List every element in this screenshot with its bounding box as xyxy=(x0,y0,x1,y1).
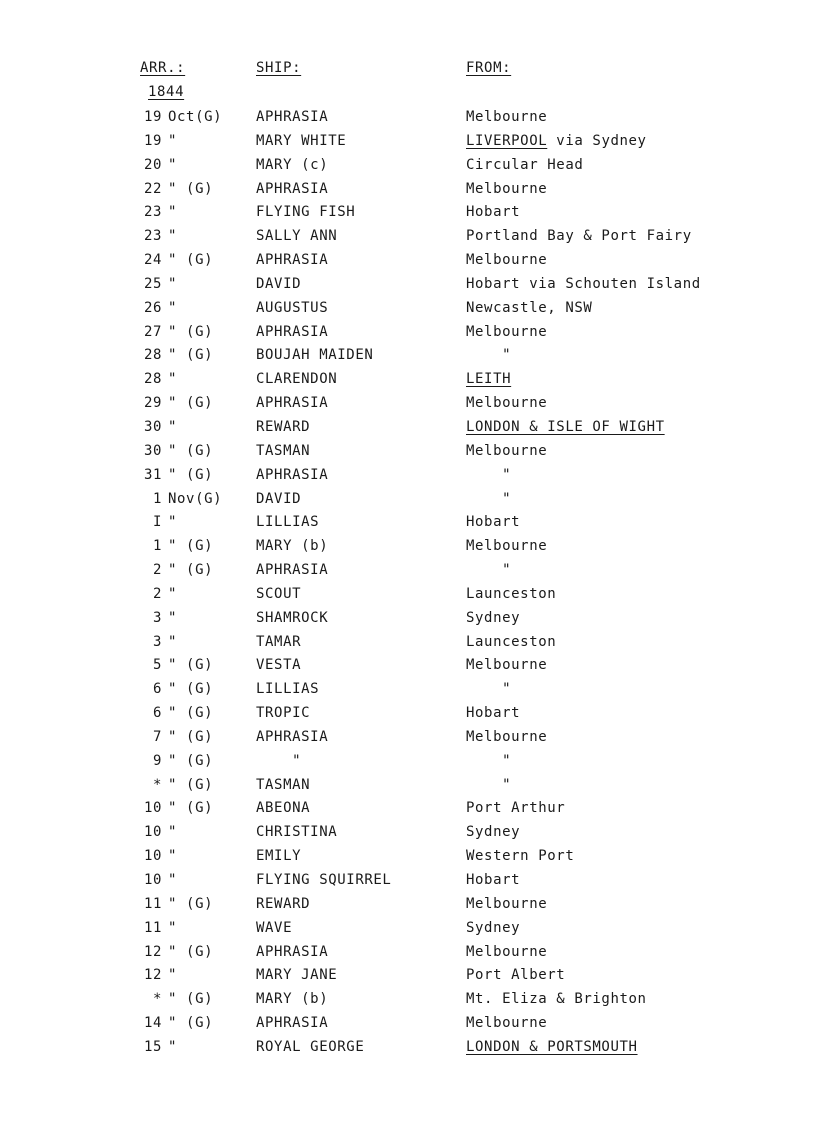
arrival-date xyxy=(140,561,250,579)
origin-port xyxy=(466,1038,638,1056)
arrival-day: 30 xyxy=(143,442,162,459)
ship-name: CLARENDON xyxy=(256,371,338,388)
arrival-row xyxy=(0,203,816,227)
ship-name: MARY (c) xyxy=(256,156,329,173)
arrival-row xyxy=(0,728,816,752)
arrival-month-mark: " (G) xyxy=(168,657,214,674)
arrival-date xyxy=(140,823,250,841)
ship-name: APHRASIA xyxy=(256,562,329,579)
arrival-row xyxy=(0,1038,816,1062)
arrival-date xyxy=(140,895,250,913)
origin-port xyxy=(466,346,511,364)
arrival-day: 11 xyxy=(143,895,162,912)
arrival-row xyxy=(0,919,816,943)
origin-port-text: Melbourne xyxy=(466,395,548,412)
arrival-date xyxy=(140,1038,250,1056)
origin-port-text: Melbourne xyxy=(466,180,548,197)
arrival-month-mark: " xyxy=(168,633,178,650)
arrivals-list xyxy=(0,108,816,1062)
arrival-row xyxy=(0,275,816,299)
origin-port-text: Hobart xyxy=(466,872,521,888)
origin-port xyxy=(466,108,547,126)
arrival-month-mark: " (G) xyxy=(168,252,214,269)
arrival-date xyxy=(140,728,250,746)
arrival-day: 10 xyxy=(143,800,162,817)
origin-port-text: Western Port xyxy=(466,848,575,865)
arrival-date xyxy=(140,704,250,722)
arrival-row xyxy=(0,108,816,132)
arrival-day: 23 xyxy=(143,228,162,245)
arrival-row xyxy=(0,609,816,633)
origin-port xyxy=(466,919,520,937)
arrival-row xyxy=(0,537,816,561)
arrival-month-mark: " xyxy=(168,299,178,316)
origin-port-text: " xyxy=(466,752,512,769)
ship-name: FLYING SQUIRREL xyxy=(256,872,392,888)
origin-port xyxy=(466,728,547,746)
ship-name: APHRASIA xyxy=(256,323,329,340)
arrival-day: 24 xyxy=(143,252,162,269)
arrival-month-mark: " (G) xyxy=(168,681,214,698)
ship-name: TASMAN xyxy=(256,776,311,793)
arrival-date xyxy=(140,680,250,698)
arrival-row xyxy=(0,752,816,776)
arrival-row xyxy=(0,656,816,680)
arrival-date xyxy=(140,203,250,221)
arrival-day: 23 xyxy=(143,204,162,221)
arrival-day: 11 xyxy=(143,919,162,936)
origin-port xyxy=(466,156,583,174)
arrival-date xyxy=(140,919,250,937)
arrival-month-mark: " (G) xyxy=(168,180,214,197)
ship-name: SHAMROCK xyxy=(256,609,329,626)
origin-port xyxy=(466,609,520,627)
ship-name: LILLIAS xyxy=(256,514,320,531)
ship-name: MARY JANE xyxy=(256,967,338,984)
arrival-month-mark: " (G) xyxy=(168,347,214,364)
origin-port-text: " xyxy=(466,776,512,793)
arrival-month-mark: " xyxy=(168,872,178,888)
arrival-date xyxy=(140,275,250,293)
arrival-day: 2 xyxy=(152,585,162,602)
arrival-day: 30 xyxy=(143,418,162,435)
origin-port-text: via Sydney xyxy=(547,132,647,149)
arrival-date xyxy=(140,799,250,817)
arrival-date xyxy=(140,418,250,436)
ship-name: APHRASIA xyxy=(256,1015,329,1032)
ship-name: ROYAL GEORGE xyxy=(256,1038,365,1055)
origin-port-text: Hobart xyxy=(466,705,521,722)
ship-name: WAVE xyxy=(256,919,293,936)
arrival-date xyxy=(140,132,250,150)
origin-port xyxy=(466,656,547,674)
origin-column-header: FROM: xyxy=(466,60,512,76)
origin-port-text: " xyxy=(466,347,512,364)
origin-port xyxy=(466,585,556,603)
arrival-month-mark: " (G) xyxy=(168,538,214,555)
arrival-month-mark: " xyxy=(168,585,178,602)
origin-port-text: Newcastle, NSW xyxy=(466,299,593,316)
arrival-date xyxy=(140,585,250,603)
ship-name: TAMAR xyxy=(256,633,302,650)
arrival-date xyxy=(140,251,250,269)
arrival-month-mark: " (G) xyxy=(168,800,214,817)
origin-port xyxy=(466,823,520,841)
origin-port xyxy=(466,251,547,269)
arrival-row xyxy=(0,227,816,251)
arrival-date xyxy=(140,966,250,984)
origin-port xyxy=(466,799,565,817)
arrival-date xyxy=(140,156,250,174)
ship-name: LILLIAS xyxy=(256,681,320,698)
arrival-date xyxy=(140,370,250,388)
origin-port-text: Melbourne xyxy=(466,109,548,125)
arrival-month-mark: Nov(G) xyxy=(168,490,223,507)
origin-port-text: Port Albert xyxy=(466,967,566,984)
arrival-date xyxy=(140,466,250,484)
origin-port-text: " xyxy=(466,466,512,483)
arrival-date xyxy=(140,323,250,341)
arrival-month-mark: " (G) xyxy=(168,752,214,769)
origin-port-text: Sydney xyxy=(466,824,521,841)
arrival-month-mark: " xyxy=(168,609,178,626)
origin-port-overseas: LONDON & ISLE OF WIGHT xyxy=(466,418,665,435)
arrival-month-mark: " xyxy=(168,132,178,149)
arrival-row xyxy=(0,346,816,370)
ship-name: REWARD xyxy=(256,418,311,435)
arrival-month-mark: " xyxy=(168,848,178,865)
ship-name: VESTA xyxy=(256,657,302,674)
arrival-month-mark: Oct(G) xyxy=(168,109,223,125)
arrival-month-mark: " xyxy=(168,824,178,841)
ship-name: " xyxy=(256,752,302,769)
arrival-day: 31 xyxy=(143,466,162,483)
arrival-month-mark: " (G) xyxy=(168,395,214,412)
origin-port xyxy=(466,680,511,698)
origin-port xyxy=(466,1014,547,1032)
ship-name: BOUJAH MAIDEN xyxy=(256,347,374,364)
arrival-day: 10 xyxy=(143,848,162,865)
arrival-column-header: ARR.: xyxy=(140,60,186,76)
ship-name: EMILY xyxy=(256,848,302,865)
origin-port-overseas: LEITH xyxy=(466,371,512,388)
arrival-day: 27 xyxy=(143,323,162,340)
arrival-date xyxy=(140,609,250,627)
origin-port-overseas: LONDON & PORTSMOUTH xyxy=(466,1038,638,1055)
ship-name: AUGUSTUS xyxy=(256,299,329,316)
origin-port-text: Melbourne xyxy=(466,895,548,912)
arrival-date xyxy=(140,656,250,674)
origin-port-text: Melbourne xyxy=(466,728,548,745)
arrival-month-mark: " (G) xyxy=(168,728,214,745)
arrival-day: 6 xyxy=(152,681,162,698)
arrival-month-mark: " (G) xyxy=(168,442,214,459)
origin-port-text: Sydney xyxy=(466,919,521,936)
arrival-day: 20 xyxy=(143,156,162,173)
arrival-row xyxy=(0,442,816,466)
origin-port xyxy=(466,490,511,508)
arrival-month-mark: " xyxy=(168,156,178,173)
origin-port xyxy=(466,513,520,531)
ship-name: APHRASIA xyxy=(256,252,329,269)
arrival-month-mark: " xyxy=(168,371,178,388)
arrival-date xyxy=(140,871,250,889)
arrival-row xyxy=(0,251,816,275)
arrival-date xyxy=(140,108,250,126)
arrival-date xyxy=(140,1014,250,1032)
arrival-row xyxy=(0,156,816,180)
origin-port xyxy=(466,370,511,388)
arrival-day: 2 xyxy=(152,562,162,579)
arrival-date xyxy=(140,180,250,198)
origin-port-text: Melbourne xyxy=(466,252,548,269)
arrival-day: 12 xyxy=(143,967,162,984)
arrival-day: 25 xyxy=(143,275,162,292)
origin-port xyxy=(466,871,520,889)
origin-port-text: Launceston xyxy=(466,633,557,650)
arrival-month-mark: " (G) xyxy=(168,1015,214,1032)
arrival-date xyxy=(140,990,250,1008)
ship-name: REWARD xyxy=(256,895,311,912)
origin-port xyxy=(466,537,547,555)
origin-port-text: Melbourne xyxy=(466,538,548,555)
arrival-month-mark: " (G) xyxy=(168,705,214,722)
origin-port-text: Portland Bay & Port Fairy xyxy=(466,228,692,245)
origin-port xyxy=(466,180,547,198)
arrival-row xyxy=(0,323,816,347)
arrival-row xyxy=(0,561,816,585)
arrival-month-mark: " (G) xyxy=(168,991,214,1008)
origin-port xyxy=(466,323,547,341)
origin-port xyxy=(466,990,647,1008)
ship-name: APHRASIA xyxy=(256,943,329,960)
arrival-date xyxy=(140,442,250,460)
arrival-day: 1 xyxy=(152,490,162,507)
origin-port xyxy=(466,752,511,770)
ship-name: DAVID xyxy=(256,490,302,507)
arrival-row xyxy=(0,418,816,442)
ship-name: APHRASIA xyxy=(256,466,329,483)
origin-port-text: Hobart xyxy=(466,514,521,531)
ship-name: DAVID xyxy=(256,275,302,292)
arrival-date xyxy=(140,490,250,508)
arrival-month-mark: " xyxy=(168,1038,178,1055)
arrival-row xyxy=(0,871,816,895)
origin-port xyxy=(466,132,647,150)
ship-column-header: SHIP: xyxy=(256,60,302,76)
arrival-row xyxy=(0,823,816,847)
origin-port xyxy=(466,847,574,865)
origin-port xyxy=(466,418,665,436)
arrival-row xyxy=(0,680,816,704)
arrival-date xyxy=(140,299,250,317)
ship-name: MARY (b) xyxy=(256,991,329,1008)
arrival-row xyxy=(0,847,816,871)
arrival-month-mark: " xyxy=(168,919,178,936)
origin-port-text: Hobart xyxy=(466,204,521,221)
arrival-month-mark: " xyxy=(168,418,178,435)
arrival-row xyxy=(0,895,816,919)
arrival-row xyxy=(0,1014,816,1038)
arrival-row xyxy=(0,585,816,609)
arrival-day: 10 xyxy=(143,824,162,841)
origin-port xyxy=(466,203,520,221)
arrival-day: 6 xyxy=(152,705,162,722)
arrival-row xyxy=(0,394,816,418)
ship-name: FLYING FISH xyxy=(256,204,356,221)
arrival-month-mark: " (G) xyxy=(168,776,214,793)
ship-name: APHRASIA xyxy=(256,180,329,197)
arrival-day: 5 xyxy=(152,657,162,674)
origin-port xyxy=(466,394,547,412)
arrival-date xyxy=(140,537,250,555)
arrival-row xyxy=(0,180,816,204)
arrival-date xyxy=(140,346,250,364)
arrival-row xyxy=(0,466,816,490)
origin-port-text: Melbourne xyxy=(466,943,548,960)
ship-name: SCOUT xyxy=(256,585,302,602)
arrival-row xyxy=(0,990,816,1014)
arrival-day: 12 xyxy=(143,943,162,960)
arrival-row xyxy=(0,704,816,728)
arrival-date xyxy=(140,633,250,651)
origin-port xyxy=(466,442,547,460)
arrival-day: 9 xyxy=(152,752,162,769)
arrival-day: 26 xyxy=(143,299,162,316)
origin-port xyxy=(466,299,592,317)
arrival-row xyxy=(0,799,816,823)
ship-name: SALLY ANN xyxy=(256,228,338,245)
arrival-day: * xyxy=(152,776,162,793)
arrival-row xyxy=(0,490,816,514)
arrival-row xyxy=(0,776,816,800)
arrival-row xyxy=(0,299,816,323)
arrival-date xyxy=(140,943,250,961)
arrival-row xyxy=(0,633,816,657)
origin-port xyxy=(466,466,511,484)
ship-name: CHRISTINA xyxy=(256,824,338,841)
origin-port xyxy=(466,895,547,913)
arrival-day: 7 xyxy=(152,728,162,745)
arrival-day: 29 xyxy=(143,395,162,412)
arrival-day: 19 xyxy=(143,132,162,149)
origin-port-text: Port Arthur xyxy=(466,800,566,817)
origin-port xyxy=(466,704,520,722)
arrival-row xyxy=(0,943,816,967)
arrival-month-mark: " (G) xyxy=(168,895,214,912)
arrival-date xyxy=(140,776,250,794)
arrival-day: 19 xyxy=(143,109,162,125)
arrival-month-mark: " xyxy=(168,275,178,292)
year-heading: 1844 xyxy=(148,84,185,100)
column-header-row xyxy=(0,60,816,80)
ship-name: APHRASIA xyxy=(256,109,329,125)
arrival-day: I xyxy=(152,514,162,531)
origin-port-text: Circular Head xyxy=(466,156,584,173)
origin-port-text: Melbourne xyxy=(466,323,548,340)
origin-port xyxy=(466,633,556,651)
arrival-day: 28 xyxy=(143,347,162,364)
arrival-date xyxy=(140,394,250,412)
ship-name: TROPIC xyxy=(256,705,311,722)
ship-name: ABEONA xyxy=(256,800,311,817)
origin-port xyxy=(466,943,547,961)
arrival-month-mark: " xyxy=(168,204,178,221)
arrival-day: * xyxy=(152,991,162,1008)
arrival-day: 1 xyxy=(152,538,162,555)
origin-port-overseas: LIVERPOOL xyxy=(466,132,548,149)
arrival-day: 28 xyxy=(143,371,162,388)
arrival-month-mark: " xyxy=(168,967,178,984)
arrival-month-mark: " (G) xyxy=(168,323,214,340)
arrival-month-mark: " (G) xyxy=(168,943,214,960)
origin-port-text: Melbourne xyxy=(466,442,548,459)
arrival-day: 15 xyxy=(143,1038,162,1055)
arrival-month-mark: " (G) xyxy=(168,562,214,579)
arrival-row xyxy=(0,966,816,990)
arrival-row xyxy=(0,370,816,394)
ship-name: TASMAN xyxy=(256,442,311,459)
ship-name: MARY (b) xyxy=(256,538,329,555)
arrival-date xyxy=(140,752,250,770)
origin-port-text: " xyxy=(466,490,512,507)
arrival-date xyxy=(140,847,250,865)
origin-port xyxy=(466,561,511,579)
arrival-date xyxy=(140,513,250,531)
origin-port-text: Hobart via Schouten Island xyxy=(466,275,701,292)
arrival-date xyxy=(140,227,250,245)
origin-port-text: Launceston xyxy=(466,585,557,602)
origin-port xyxy=(466,227,692,245)
origin-port-text: Mt. Eliza & Brighton xyxy=(466,991,647,1008)
origin-port-text: Sydney xyxy=(466,609,521,626)
arrival-day: 3 xyxy=(152,609,162,626)
arrival-row xyxy=(0,132,816,156)
origin-port xyxy=(466,275,701,293)
ship-name: APHRASIA xyxy=(256,395,329,412)
arrival-day: 22 xyxy=(143,180,162,197)
ship-name: MARY WHITE xyxy=(256,132,347,149)
origin-port xyxy=(466,966,565,984)
arrival-day: 10 xyxy=(143,872,162,888)
ship-name: APHRASIA xyxy=(256,728,329,745)
arrival-month-mark: " xyxy=(168,228,178,245)
origin-port-text: Melbourne xyxy=(466,657,548,674)
arrival-month-mark: " (G) xyxy=(168,466,214,483)
arrival-day: 14 xyxy=(143,1015,162,1032)
arrival-month-mark: " xyxy=(168,514,178,531)
origin-port-text: " xyxy=(466,562,512,579)
origin-port xyxy=(466,776,511,794)
arrival-row xyxy=(0,513,816,537)
arrival-day: 3 xyxy=(152,633,162,650)
origin-port-text: " xyxy=(466,681,512,698)
origin-port-text: Melbourne xyxy=(466,1015,548,1032)
